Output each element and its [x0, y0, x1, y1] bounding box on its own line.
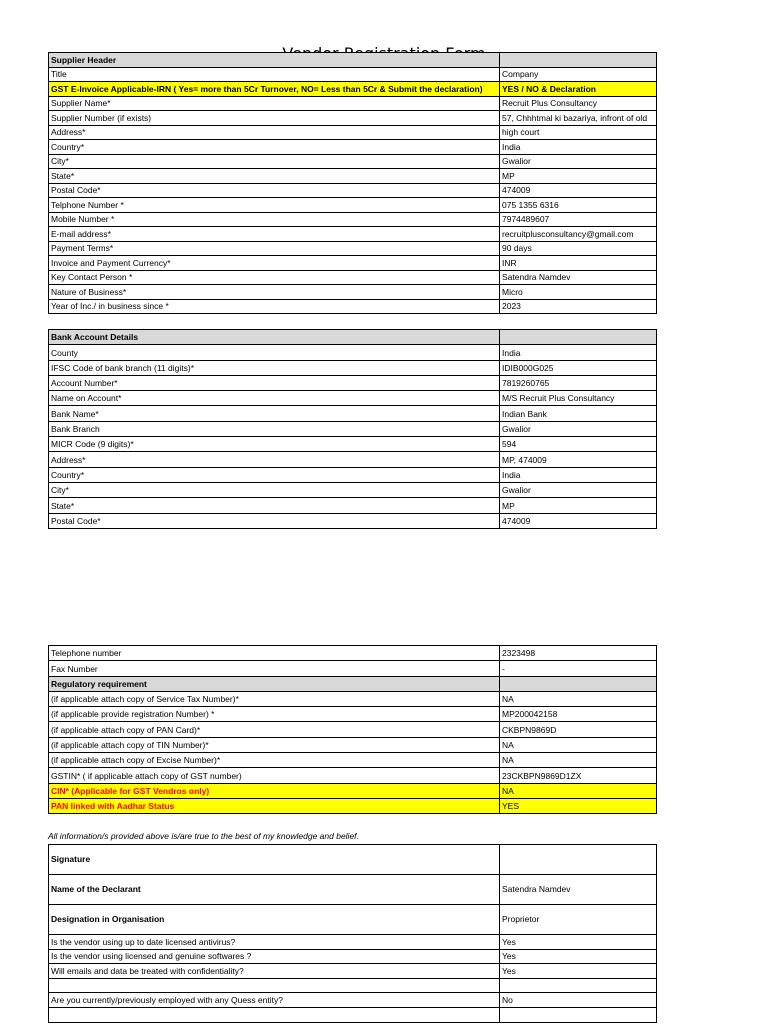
field-label: Nature of Business*	[49, 285, 500, 300]
field-label: Mobile Number *	[49, 212, 500, 227]
field-label: Name of the Declarant	[49, 875, 500, 905]
field-value: 90 days	[500, 241, 657, 256]
field-label: Is the vendor using up to date licensed antivirus?	[49, 935, 500, 950]
form-row	[49, 360, 657, 375]
field-value: 7974489607	[500, 212, 657, 227]
form-row	[49, 82, 657, 97]
field-value: 474009	[500, 513, 657, 528]
field-value: Gwalior	[500, 482, 657, 497]
field-label: (if applicable attach copy of Service Tax Number)*	[49, 691, 500, 706]
form-row	[49, 467, 657, 482]
field-label: Country*	[49, 140, 500, 155]
field-label: IFSC Code of bank branch (11 digits)*	[49, 360, 500, 375]
field-value: Satendra Namdev	[500, 875, 657, 905]
field-value: Yes	[500, 964, 657, 979]
field-label: Postal Code*	[49, 183, 500, 198]
form-row	[49, 96, 657, 111]
form-row	[49, 646, 657, 661]
form-row	[49, 183, 657, 198]
field-value: INR	[500, 256, 657, 271]
form-row	[49, 482, 657, 497]
form-row	[49, 722, 657, 737]
field-label: GSTIN* ( if applicable attach copy of GST number)	[49, 768, 500, 783]
form-row	[49, 783, 657, 798]
field-label: (if applicable attach copy of Excise Number)*	[49, 753, 500, 768]
field-value	[500, 330, 657, 345]
field-value: Yes	[500, 949, 657, 964]
form-row	[49, 737, 657, 752]
field-label: City*	[49, 154, 500, 169]
form-row	[49, 345, 657, 360]
field-label: Title	[49, 67, 500, 82]
field-label: CIN* (Applicable for GST Vendros only)	[49, 783, 500, 798]
form-row	[49, 198, 657, 213]
form-row	[49, 227, 657, 242]
field-label: Bank Branch	[49, 421, 500, 436]
field-label: (if applicable attach copy of TIN Number)*	[49, 737, 500, 752]
form-row	[49, 676, 657, 691]
form-row	[49, 753, 657, 768]
field-value: NA	[500, 753, 657, 768]
field-label: Invoice and Payment Currency*	[49, 256, 500, 271]
form-row	[49, 978, 657, 993]
field-label: (if applicable attach copy of PAN Card)*	[49, 722, 500, 737]
field-value: Micro	[500, 285, 657, 300]
field-value: 075 1355 6316	[500, 198, 657, 213]
form-row	[49, 212, 657, 227]
form-row	[49, 140, 657, 155]
field-label: MICR Code (9 digits)*	[49, 437, 500, 452]
field-label: Postal Code*	[49, 513, 500, 528]
field-label	[49, 978, 500, 993]
form-row	[49, 406, 657, 421]
field-label: Bank Name*	[49, 406, 500, 421]
field-value	[500, 978, 657, 993]
field-value: Yes	[500, 935, 657, 950]
declaration-statement: All information/s provided above is/are true to the best of my knowledge and belief.	[48, 831, 359, 841]
field-value: M/S Recruit Plus Consultancy	[500, 391, 657, 406]
field-value: NA	[500, 783, 657, 798]
form-row	[49, 707, 657, 722]
field-value: India	[500, 345, 657, 360]
field-value: high court	[500, 125, 657, 140]
field-label: (if applicable provide registration Number) *	[49, 707, 500, 722]
form-row	[49, 452, 657, 467]
field-label	[49, 1007, 500, 1022]
form-row	[49, 875, 657, 905]
field-label: Supplier Header	[49, 53, 500, 68]
form-row	[49, 661, 657, 676]
field-value: Proprietor	[500, 905, 657, 935]
field-value	[500, 53, 657, 68]
field-value	[500, 845, 657, 875]
field-value: CKBPN9869D	[500, 722, 657, 737]
form-row	[49, 270, 657, 285]
field-value: recruitplusconsultancy@gmail.com	[500, 227, 657, 242]
field-value: MP, 474009	[500, 452, 657, 467]
field-label: Signature	[49, 845, 500, 875]
field-value: MP200042158	[500, 707, 657, 722]
field-value: India	[500, 467, 657, 482]
field-value: No	[500, 993, 657, 1008]
form-row	[49, 154, 657, 169]
field-value	[500, 1007, 657, 1022]
field-label: Address*	[49, 125, 500, 140]
form-row	[49, 391, 657, 406]
form-row	[49, 905, 657, 935]
field-label: Supplier Number (if exists)	[49, 111, 500, 126]
form-row	[49, 513, 657, 528]
field-value: Gwalior	[500, 154, 657, 169]
field-label: Address*	[49, 452, 500, 467]
field-label: E-mail address*	[49, 227, 500, 242]
field-label: Key Contact Person *	[49, 270, 500, 285]
form-row	[49, 241, 657, 256]
form-row	[49, 845, 657, 875]
field-value: 2023	[500, 299, 657, 314]
form-row	[49, 768, 657, 783]
field-value	[500, 676, 657, 691]
field-label: City*	[49, 482, 500, 497]
regulatory-table	[48, 645, 657, 814]
form-row	[49, 993, 657, 1008]
field-value: NA	[500, 737, 657, 752]
field-value: MP	[500, 169, 657, 184]
field-value: 474009	[500, 183, 657, 198]
field-value: 2323498	[500, 646, 657, 661]
field-label: PAN linked with Aadhar Status	[49, 798, 500, 813]
field-value: 7819260765	[500, 375, 657, 390]
form-row	[49, 949, 657, 964]
field-label: GST E-Invoice Applicable-IRN ( Yes= more than 5Cr Turnover, NO= Less than 5Cr & Submit the declaration)	[49, 82, 500, 97]
bank-account-table	[48, 329, 657, 529]
form-row	[49, 53, 657, 68]
field-label: State*	[49, 498, 500, 513]
field-label: Supplier Name*	[49, 96, 500, 111]
field-value: India	[500, 140, 657, 155]
field-value: Indian Bank	[500, 406, 657, 421]
field-value: 23CKBPN9869D1ZX	[500, 768, 657, 783]
form-row	[49, 798, 657, 813]
form-row	[49, 125, 657, 140]
field-value: 594	[500, 437, 657, 452]
field-value: MP	[500, 498, 657, 513]
form-row	[49, 375, 657, 390]
field-value: Satendra Namdev	[500, 270, 657, 285]
field-value: YES	[500, 798, 657, 813]
field-value: 57, Chhhtmal ki bazariya, infront of old	[500, 111, 657, 126]
declaration-table	[48, 844, 657, 1023]
field-label: Year of Inc./ in business since *	[49, 299, 500, 314]
field-label: Name on Account*	[49, 391, 500, 406]
field-label: Will emails and data be treated with confidentiality?	[49, 964, 500, 979]
form-row	[49, 330, 657, 345]
field-value: IDIB000G025	[500, 360, 657, 375]
field-value: Recruit Plus Consultancy	[500, 96, 657, 111]
field-label: Regulatory requirement	[49, 676, 500, 691]
field-value: Company	[500, 67, 657, 82]
form-row	[49, 935, 657, 950]
form-row	[49, 421, 657, 436]
field-value: Gwalior	[500, 421, 657, 436]
supplier-table	[48, 52, 657, 314]
field-label: County	[49, 345, 500, 360]
form-row	[49, 256, 657, 271]
form-row	[49, 964, 657, 979]
form-row	[49, 498, 657, 513]
field-value: -	[500, 661, 657, 676]
field-label: Account Number*	[49, 375, 500, 390]
form-row	[49, 691, 657, 706]
field-label: Are you currently/previously employed with any Quess entity?	[49, 993, 500, 1008]
field-value: YES / NO & Declaration	[500, 82, 657, 97]
field-label: Is the vendor using licensed and genuine softwares ?	[49, 949, 500, 964]
form-row	[49, 299, 657, 314]
field-label: Designation in Organisation	[49, 905, 500, 935]
form-row	[49, 67, 657, 82]
field-label: Country*	[49, 467, 500, 482]
form-row	[49, 1007, 657, 1022]
field-label: Telphone Number *	[49, 198, 500, 213]
form-row	[49, 169, 657, 184]
form-row	[49, 111, 657, 126]
form-row	[49, 285, 657, 300]
field-label: Fax Number	[49, 661, 500, 676]
field-label: State*	[49, 169, 500, 184]
field-value: NA	[500, 691, 657, 706]
form-row	[49, 437, 657, 452]
field-label: Payment Terms*	[49, 241, 500, 256]
field-label: Telephone number	[49, 646, 500, 661]
field-label: Bank Account Details	[49, 330, 500, 345]
